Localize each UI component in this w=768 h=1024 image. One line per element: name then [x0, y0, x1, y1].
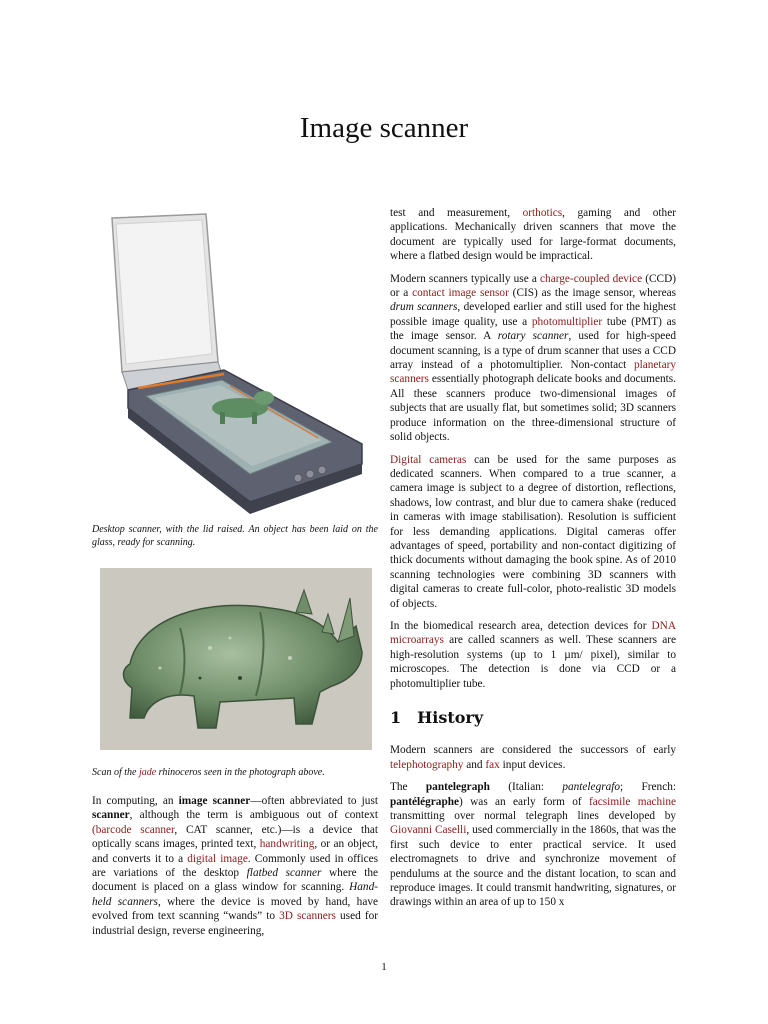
text: ; French: — [620, 781, 677, 794]
paragraph-biomedical — [390, 619, 676, 691]
scanner-photo — [100, 212, 368, 518]
term-pantelegraph: pantelegraph — [425, 781, 490, 794]
text: transmitting over normal telegraph lines developed by — [390, 810, 676, 823]
term-pantelegrafo: pantelegrafo — [562, 781, 621, 794]
text: , CAT scanner, etc.)—is a device that optically scans images, printed text, — [92, 823, 378, 851]
term-hand-held-scanners: Hand-held scanners — [92, 881, 378, 908]
section-title: History — [417, 708, 484, 727]
link-fax[interactable]: fax — [485, 758, 500, 771]
text: In the biomedical research area, detection devices for — [390, 619, 652, 632]
caption-text: Scan of the — [92, 767, 139, 778]
text: , although the term is ambiguous out of context — [129, 809, 378, 822]
paragraph-successors — [390, 743, 676, 772]
link-charge-coupled-device[interactable]: charge-coupled device — [540, 272, 643, 285]
text: , used commercially in the 1860s, that was the first such device to enter practical service. It used electromagnets to drive and synchronize movement of pendulums at the source and the distant location, to scan and reproduce images. It could transmit handwriting, signatures, or drawings within an area of up to 150 x — [390, 824, 676, 909]
section-number: 1 — [390, 708, 402, 727]
figure-2-caption — [92, 766, 378, 779]
text: (CIS) as the image sensor, whereas — [508, 287, 676, 300]
term-image-scanner: image scanner — [178, 795, 251, 807]
text: essentially photograph delicate books and documents. All these scanners produce two-dimensional images of subjects that are usually flat, but sometimes solid; 3D scanners produce information on the three-dimensional structure of solid objects. — [390, 373, 676, 444]
text: , developed earlier and still used for the highest possible image quality, use a — [390, 301, 676, 328]
text: tube (PMT) as the image sensor. A — [390, 315, 676, 343]
link-dna-microarrays[interactable]: DNA microarrays — [390, 619, 676, 647]
link-barcode-scanner[interactable]: (barcode scanner — [92, 823, 175, 836]
text: , or an object, and converts it to a — [92, 838, 378, 865]
text: , where the device is moved by hand, have evolved from text scanning “wands” to — [92, 895, 379, 923]
term-scanner: scanner — [92, 809, 130, 822]
link-giovanni-caselli[interactable]: Giovanni Caselli — [390, 824, 467, 837]
text: used for industrial design, reverse engineering, — [92, 910, 379, 937]
text: can be used for the same purposes as dedicated scanners. When compared to a true scanner, a camera image is subject to a degree of distortion, reflections, shadows, low contrast, and blur due to camera shake (reduced in cameras with image stabilisation). Resolution is sufficient for less demanding applications. Digital cameras offer advantages of speed, portability and non-contact digitizing of thick documents without damaging the book spine. As of 2010 scanning technologies were combining 3D scanners with digital cameras to create full-color, photo-realistic 3D models of objects. — [390, 453, 676, 610]
paragraph-sensors — [390, 272, 676, 445]
text: —often abbreviated to just — [250, 795, 378, 807]
link-handwriting[interactable]: handwriting — [259, 838, 315, 851]
link-orthotics[interactable]: orthotics — [522, 207, 563, 219]
text: test and measurement, — [390, 207, 523, 219]
text: The — [390, 781, 426, 794]
rhinoceros-scan-image — [100, 568, 372, 750]
link-digital-cameras[interactable]: Digital cameras — [390, 453, 467, 466]
right-column — [390, 206, 676, 918]
figure-1-caption: Desktop scanner, with the lid raised. An object has been laid on the glass, ready for scanning. — [92, 524, 378, 549]
text: are called scanners as well. These scanners are high-resolution systems (up to 1 µm/ pixel), similar to microscopes. The detection is done via CCD or a photomultiplier tube. — [390, 634, 676, 690]
text: (Italian: — [489, 781, 563, 794]
text: In computing, an — [92, 795, 179, 807]
link-photomultiplier[interactable]: photomultiplier — [531, 315, 603, 328]
text: where the document is placed on a glass window for scanning. — [92, 867, 379, 894]
paragraph-applications — [390, 206, 676, 264]
term-pantelegraphe: pantélégraphe — [390, 795, 460, 808]
text: . Commonly used in offices are variations of the desktop — [92, 852, 379, 880]
text: , gaming and other applications. Mechanically driven scanners that move the document are typically used for large-format documents, where a flatbed design would be impractical. — [390, 207, 676, 263]
text: and — [463, 758, 486, 771]
link-3d-scanners[interactable]: 3D scanners — [279, 910, 336, 923]
link-telephotography[interactable]: telephotography — [390, 758, 464, 771]
intro-paragraph — [92, 794, 378, 938]
link-digital-image[interactable]: digital image — [187, 852, 248, 865]
term-rotary-scanner: rotary scanner — [497, 330, 569, 343]
caption-text: rhinoceros seen in the photograph above. — [156, 767, 325, 778]
text: input devices. — [499, 758, 566, 771]
text: Modern scanners typically use a — [390, 272, 541, 285]
link-facsimile-machine[interactable]: facsimile machine — [589, 795, 677, 808]
text: ) was an early form of — [459, 795, 589, 808]
text: Modern scanners are considered the successors of early — [390, 744, 676, 757]
page-number: 1 — [381, 961, 387, 973]
page-title: Image scanner — [299, 112, 469, 144]
paragraph-digital-cameras — [390, 453, 676, 611]
left-column — [92, 794, 378, 946]
link-contact-image-sensor[interactable]: contact image sensor — [412, 287, 509, 300]
link-planetary-scanners[interactable]: planetary scanners — [390, 359, 676, 386]
term-flatbed-scanner: flatbed scanner — [246, 867, 322, 880]
term-drum-scanners: drum scanners — [390, 301, 458, 314]
text: (CCD) or a — [390, 272, 676, 300]
link-jade[interactable]: jade — [138, 767, 157, 778]
section-heading-history — [390, 708, 676, 727]
paragraph-pantelegraph — [390, 780, 676, 910]
text: , used for high-speed document scanning, is a type of drum scanner that uses a CCD array instead of a photomultiplier. Non-contact — [390, 330, 676, 372]
